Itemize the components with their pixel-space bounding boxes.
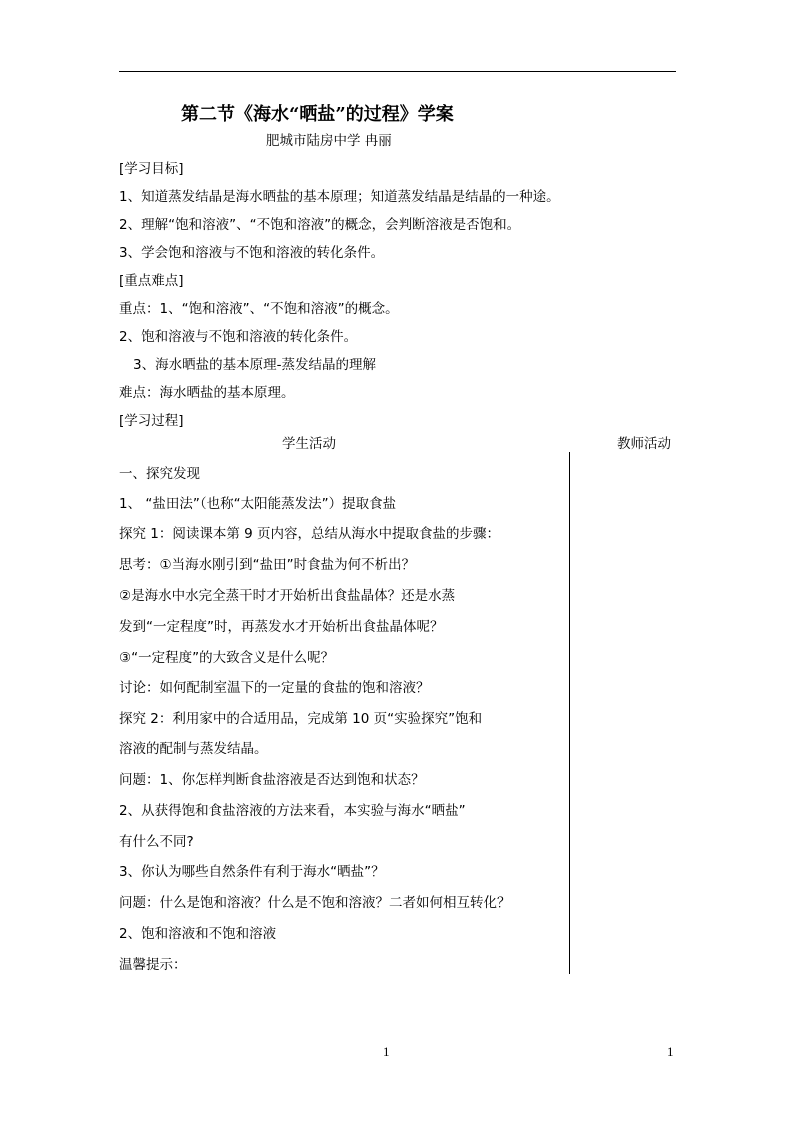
body-line: 1、 “盐田法”（也称“太阳能蒸发法”）提取食盐: [119, 496, 397, 512]
body-line: 思考：①当海水刚引到“盐田”时食盐为何不析出？: [119, 557, 416, 573]
difficulty-line: 难点：海水晒盐的基本原理。: [119, 385, 295, 401]
goal-1: 1、知道蒸发结晶是海水晒盐的基本原理；知道蒸发结晶是结晶的一种途。: [119, 189, 560, 205]
page-number-center: 1: [383, 1044, 390, 1059]
goals-heading: [学习目标]: [119, 161, 184, 177]
goal-2: 2、理解“饱和溶液”、“不饱和溶液”的概念，会判断溶液是否饱和。: [119, 217, 521, 233]
process-heading: [学习过程]: [119, 413, 184, 429]
body-line: 一、探究发现: [119, 466, 200, 482]
body-line: 溶液的配制与蒸发结晶。: [119, 741, 268, 757]
body-line: 2、从获得饱和食盐溶液的方法来看，本实验与海水“晒盐”: [119, 803, 466, 819]
author-line: 肥城市陆房中学 冉丽: [266, 133, 392, 149]
body-line: 有什么不同?: [119, 834, 194, 850]
body-line: 探究 1：阅读课本第 9 页内容，总结从海水中提取食盐的步骤：: [119, 526, 501, 542]
key-point-2: 2、饱和溶液与不饱和溶液的转化条件。: [119, 329, 358, 345]
goal-3: 3、学会饱和溶液与不饱和溶液的转化条件。: [119, 245, 385, 261]
body-line: 3、你认为哪些自然条件有利于海水“晒盐”？: [119, 864, 385, 880]
page-number-right: 1: [667, 1044, 674, 1059]
body-line: 讨论：如何配制室温下的一定量的食盐的饱和溶液？: [119, 680, 430, 696]
key-heading: [重点难点]: [119, 273, 184, 289]
body-line: 2、饱和溶液和不饱和溶液: [119, 926, 277, 942]
key-point-3: 3、海水晒盐的基本原理-蒸发结晶的理解: [133, 357, 376, 373]
column-divider: [569, 452, 570, 974]
header-rule: [119, 71, 676, 72]
body-line: 探究 2：利用家中的合适用品，完成第 10 页“实验探究”饱和: [119, 711, 483, 727]
body-line: 问题：1、你怎样判断食盐溶液是否达到饱和状态？: [119, 772, 425, 788]
column-header-student: 学生活动: [282, 436, 336, 452]
body-line: 问题：什么是饱和溶液？什么是不饱和溶液？二者如何相互转化？: [119, 895, 511, 911]
body-line: 发到“一定程度”时，再蒸发水才开始析出食盐晶体呢？: [119, 619, 444, 635]
body-line: 温馨提示：: [119, 957, 187, 973]
key-point-1: 重点：1、“饱和溶液”、“不饱和溶液”的概念。: [119, 301, 399, 317]
body-line: ③“一定程度”的大致含义是什么呢？: [119, 650, 335, 666]
body-line: ②是海水中水完全蒸干时才开始析出食盐晶体？还是水蒸: [119, 588, 456, 604]
page-title: 第二节《海水“晒盐”的过程》学案: [181, 104, 454, 125]
column-header-teacher: 教师活动: [617, 436, 671, 452]
